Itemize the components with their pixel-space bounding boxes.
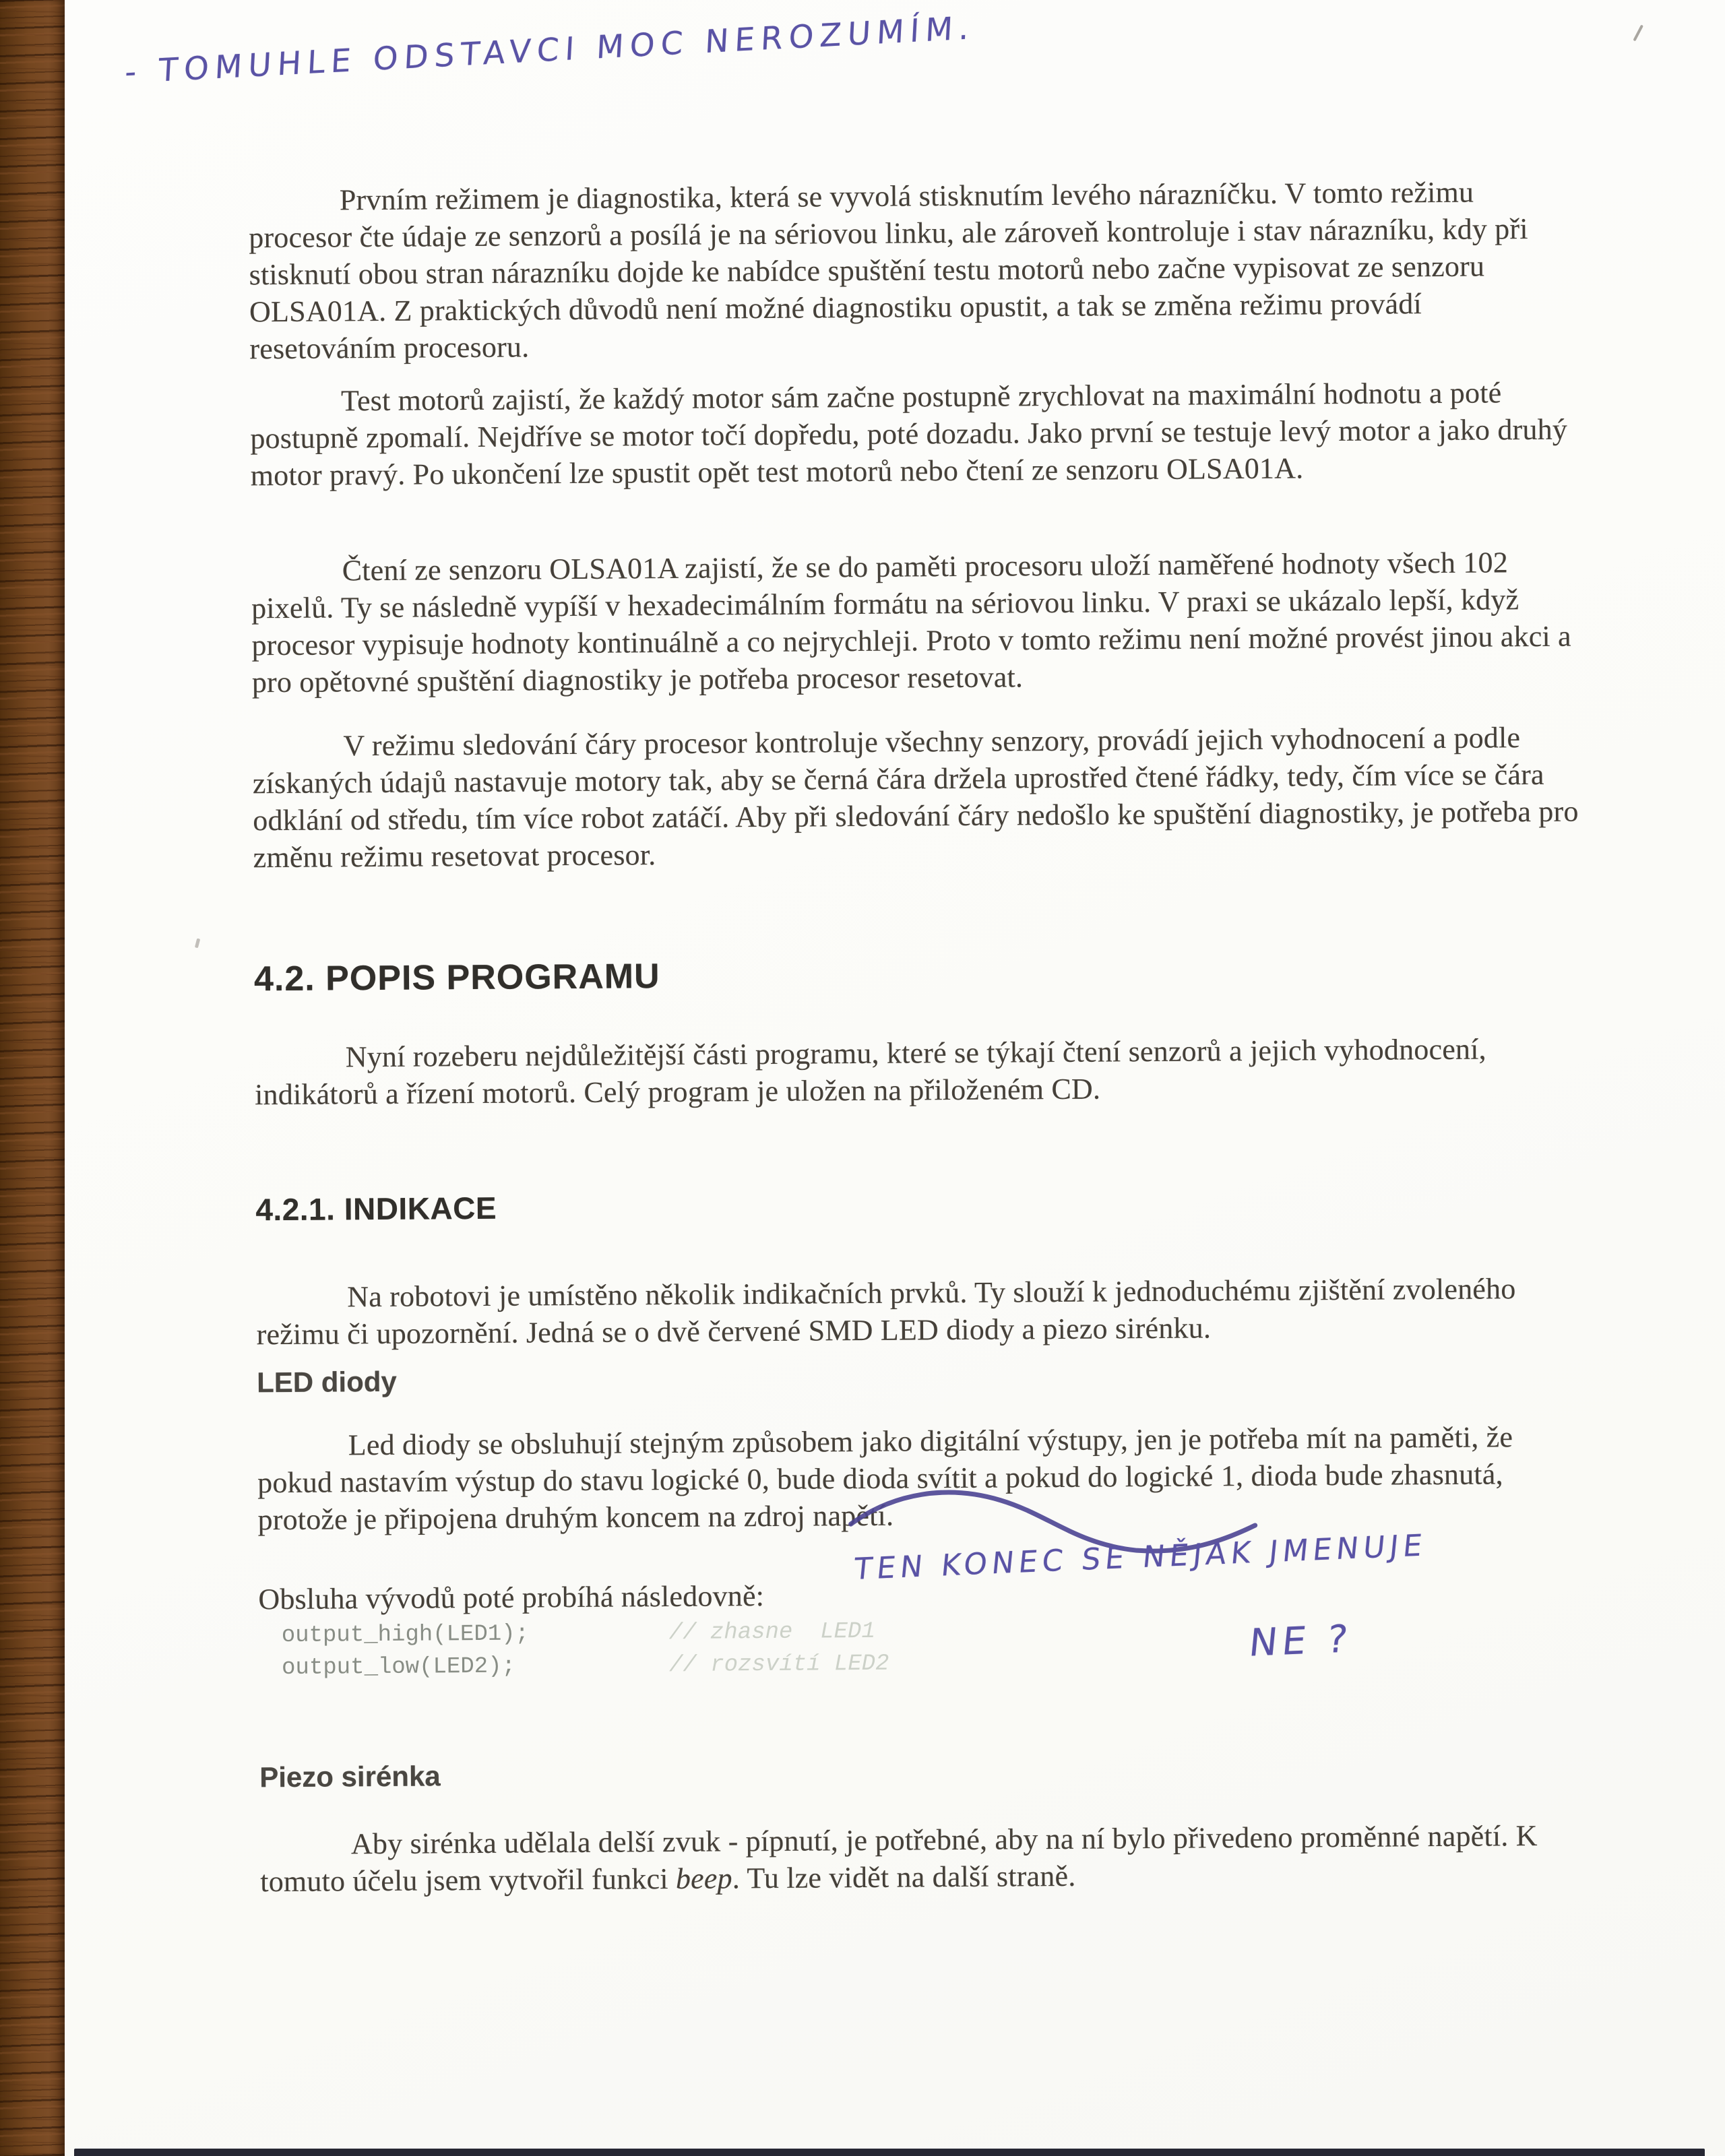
paragraph-pin-usage-lead-in: Obsluha vývodů poté probíhá následovně: <box>258 1579 765 1616</box>
code-comment: // rozsvítí LED2 <box>668 1651 889 1679</box>
heading-4-2-1-indikace: 4.2.1. INDIKACE <box>255 1190 497 1228</box>
heading-4-2-popis-programu: 4.2. POPIS PROGRAMU <box>253 956 660 999</box>
code-statement: output_high(LED1); <box>281 1621 530 1649</box>
paragraph-diagnostics-mode: Prvním režimem je diagnostika, která se vyvolá stisknutím levého nárazníčku. V tomto režimu procesor čte údaje ze senzorů a posílá je na sériovou linku, ale zároveň kontroluje i stav nárazníku, kdy při stisknutí obou stran nárazníku dojde ke nabídce spuštění testu motorů nebo začne vypisovat ze senzoru OLSA01A. Z praktických důvodů není možné diagnostiku opustit, a tak se změna režimu provádí resetováním procesoru. <box>249 175 1528 366</box>
scan-speck-mark <box>1633 24 1643 41</box>
paragraph-sensor-reading: Čtení ze senzoru OLSA01A zajistí, že se do paměti procesoru uloží naměřené hodnoty všech 102 pixelů. Ty se následně vypíší v hexadecimálním formátu na sériovou linku. V praxi se ukázalo lepší, když procesor vypisuje hodnoty kontinuálně a co nejrychleji. Proto v tomto režimu není možné provést jinou akci a pro opětovné spuštění diagnostiky je potřeba procesor resetovat. <box>251 546 1571 699</box>
paragraph-piezo-description <box>260 1817 1587 1901</box>
code-line <box>282 1616 889 1652</box>
code-statement: output_low(LED2); <box>281 1653 516 1682</box>
paragraph-program-intro: Nyní rozeberu nejdůležitější části programu, které se týkají čtení senzorů a jejich vyhodnocení, indikátorů a řízení motorů. Celý program je uložen na přiloženém CD. <box>254 1032 1486 1112</box>
code-line <box>282 1648 889 1684</box>
paragraph-motor-test: Test motorů zajistí, že každý motor sám začne postupně zrychlovat na maximální hodnotu a poté postupně zpomalí. Nejdříve se motor točí dopředu, poté dozadu. Jako první se testuje levý motor a jako druhý motor pravý. Po ukončení lze spustit opět test motorů nebo čtení ze senzoru OLSA01A. <box>250 376 1568 493</box>
piezo-text-post: . Tu lze vidět na další straně. <box>732 1859 1076 1895</box>
code-comment: // zhasne LED1 <box>668 1618 875 1647</box>
piezo-function-name: beep <box>675 1862 732 1895</box>
piezo-text-pre: Aby sirénka udělala delší zvuk - pípnutí, je potřebné, aby na ní bylo přivedeno proměnné napětí. K tomuto účelu jsem vytvořil funkci <box>260 1819 1538 1899</box>
paragraph-indication-intro: Na robotovi je umístěno několik indikačních prvků. Ty slouží k jednoduchému zjištění zvoleného režimu či upozornění. Jedná se o dvě červené SMD LED diody a piezo sirénku. <box>256 1272 1516 1352</box>
scan-speck-mark <box>195 938 200 948</box>
paragraph-led-description: Led diody se obsluhují stejným způsobem jako digitální výstupy, jen je potřeba mít na paměti, že pokud nastavím výstup do stavu logické 0, bude dioda svítit a pokud do logické 1, dioda bude zhasnutá, protože je připojena druhým koncem na zdroj napětí. <box>257 1420 1513 1537</box>
handwritten-margin-note-line2: NE ? <box>1247 1617 1354 1666</box>
handwritten-top-note: - TOMUHLE ODSTAVCI MOC NEROZUMÍM. <box>123 9 976 92</box>
heading-led-diody: LED diody <box>256 1365 397 1399</box>
paragraph-line-following: V režimu sledování čáry procesor kontroluje všechny senzory, provádí jejich vyhodnocení a podle získaných údajů nastavuje motory tak, aby se černá čára držela uprostřed čtené řádky, tedy, čím více se čára odklání od středu, tím více robot zatáčí. Aby při sledování čáry nedošlo ke spuštění diagnostiky, je potřeba pro změnu režimu resetovat procesor. <box>252 721 1579 875</box>
code-snippet-led <box>282 1616 889 1684</box>
handwritten-margin-note-line1: TEN KONEC SE NĚJAK JMENUJE <box>852 1528 1429 1587</box>
heading-piezo-sirenka: Piezo sirénka <box>259 1760 441 1794</box>
